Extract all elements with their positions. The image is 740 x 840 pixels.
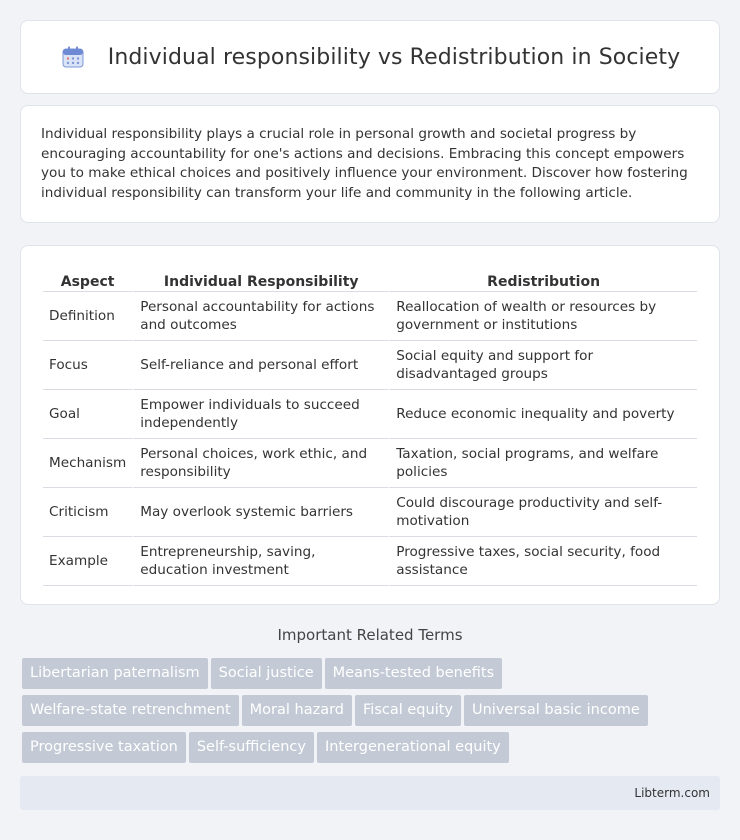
tag-means-tested-benefits[interactable]: Means-tested benefits [325, 658, 502, 689]
row-redistribution: Social equity and support for disadvantaged groups [388, 341, 697, 390]
tag-progressive-taxation[interactable]: Progressive taxation [22, 732, 186, 763]
footer-site-link[interactable]: Libterm.com [634, 786, 710, 800]
row-aspect: Mechanism [43, 439, 132, 488]
table-header-row [43, 266, 697, 292]
intro-card [20, 105, 720, 223]
table-row [43, 439, 697, 488]
table-row [43, 292, 697, 341]
table-row [43, 390, 697, 439]
tag-intergenerational-equity[interactable]: Intergenerational equity [317, 732, 509, 763]
page-title: Individual responsibility vs Redistribution in Society [107, 44, 681, 70]
row-redistribution: Reduce economic inequality and poverty [388, 390, 697, 439]
tag-universal-basic-income[interactable]: Universal basic income [464, 695, 648, 726]
row-individual: May overlook systemic barriers [132, 488, 388, 537]
related-terms-list [22, 658, 722, 769]
row-redistribution: Reallocation of wealth or resources by government or institutions [388, 292, 697, 341]
tag-social-justice[interactable]: Social justice [211, 658, 322, 689]
header-individual-responsibility: Individual Responsibility [132, 266, 388, 292]
header-aspect: Aspect [43, 266, 132, 292]
tag-fiscal-equity[interactable]: Fiscal equity [355, 695, 461, 726]
header-redistribution: Redistribution [388, 266, 697, 292]
tag-welfare-state-retrenchment[interactable]: Welfare-state retrenchment [22, 695, 239, 726]
row-individual: Entrepreneurship, saving, education investment [132, 537, 388, 586]
row-aspect: Definition [43, 292, 132, 341]
tag-libertarian-paternalism[interactable]: Libertarian paternalism [22, 658, 208, 689]
row-redistribution: Taxation, social programs, and welfare policies [388, 439, 697, 488]
tag-self-sufficiency[interactable]: Self-sufficiency [189, 732, 314, 763]
row-aspect: Example [43, 537, 132, 586]
row-individual: Empower individuals to succeed independently [132, 390, 388, 439]
tag-moral-hazard[interactable]: Moral hazard [242, 695, 352, 726]
row-individual: Personal choices, work ethic, and responsibility [132, 439, 388, 488]
comparison-table-card [20, 245, 720, 605]
row-individual: Self-reliance and personal effort [132, 341, 388, 390]
table-row [43, 341, 697, 390]
table-row [43, 488, 697, 537]
row-aspect: Goal [43, 390, 132, 439]
calendar-icon [60, 44, 86, 70]
row-redistribution: Could discourage productivity and self-motivation [388, 488, 697, 537]
row-aspect: Focus [43, 341, 132, 390]
row-aspect: Criticism [43, 488, 132, 537]
footer [20, 776, 720, 810]
table-row [43, 537, 697, 586]
intro-paragraph: Individual responsibility plays a crucial role in personal growth and societal progress by encouraging accountability for one's actions and decisions. Embracing this concept empowers you to make ethical choices and positively influence your environment. Discover how fostering individual responsibility can transform your life and community in the following article. [41, 126, 688, 201]
row-redistribution: Progressive taxes, social security, food assistance [388, 537, 697, 586]
related-terms-title: Important Related Terms [277, 626, 463, 644]
row-individual: Personal accountability for actions and outcomes [132, 292, 388, 341]
title-card [20, 20, 720, 94]
comparison-table [43, 266, 697, 586]
